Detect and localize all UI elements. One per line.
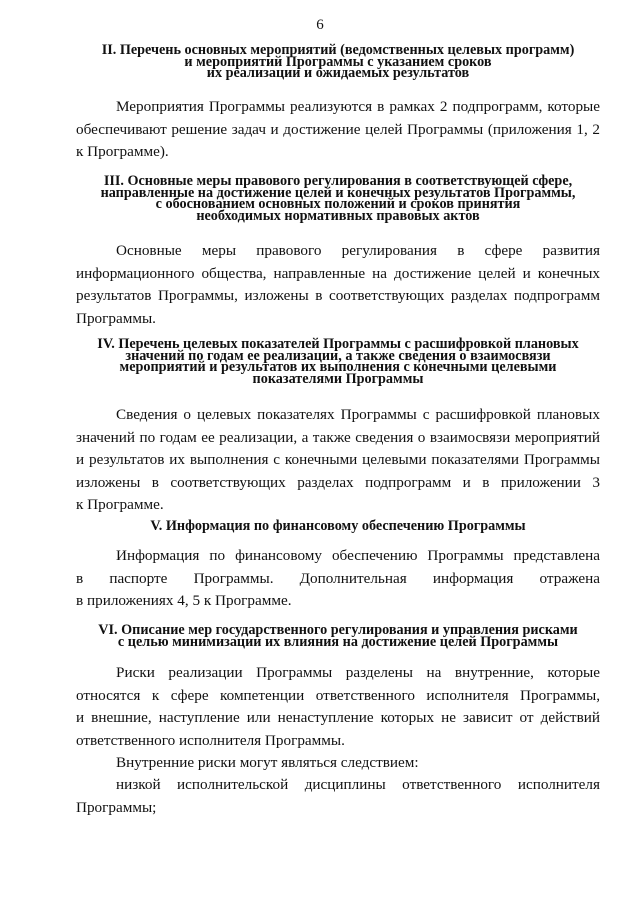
section-3-heading — [76, 173, 600, 224]
page-number: 6 — [316, 17, 324, 33]
paragraph-line: к Программе. — [76, 496, 164, 513]
heading-line: их реализации и ожидаемых результатов — [206, 65, 470, 81]
heading-line: с обоснованием основных положений и сроков принятия — [155, 196, 521, 212]
paragraph-line: в паспорте Программы. Дополнительная информация отражена — [76, 569, 600, 587]
paragraph-line: Информация по финансовому обеспечению Программы представлена — [116, 547, 600, 564]
paragraph-line: Программы. — [76, 309, 156, 327]
heading-line: мероприятий и результатов их выполнения с конечными целевыми — [119, 359, 557, 375]
heading-line: показателями Программы — [252, 370, 424, 387]
heading-line: III. Основные меры правового регулирования в соответствующей сфере, — [103, 173, 573, 189]
section-4-paragraph — [76, 404, 600, 517]
heading-line: VI. Описание мер государственного регулирования и управления рисками — [98, 622, 578, 638]
section-2-paragraph — [76, 96, 600, 164]
heading-line: направленные на достижение целей и конечных результатов Программы, — [100, 184, 576, 201]
heading-line: V. Информация по финансовому обеспечению Программы — [150, 518, 526, 534]
paragraph-line: Внутренние риски могут являться следствием: — [116, 754, 419, 771]
heading-line: IV. Перечень целевых показателей Программы с расшифровкой плановых — [97, 336, 579, 352]
heading-line: и мероприятий Программы с указанием сроков — [184, 53, 492, 70]
section-6-heading — [76, 622, 600, 650]
paragraph-line: относятся к сфере компетенции ответственного исполнителя Программы, — [76, 686, 600, 704]
paragraph-line: низкой исполнительской дисциплины ответственного исполнителя — [116, 776, 600, 793]
heading-line: значений по годам ее реализации, а также сведения о взаимосвязи — [125, 347, 551, 364]
section-5-paragraph — [76, 545, 600, 613]
heading-line: необходимых нормативных правовых актов — [196, 207, 480, 224]
paragraph-line: Сведения о целевых показателях Программы с расшифровкой плановых — [116, 406, 600, 423]
paragraph-line: результатов Программы, изложены в соответствующих разделах подпрограмм — [76, 287, 600, 304]
paragraph-line: изложены в соответствующих разделах подпрограмм и в приложении 3 — [76, 473, 600, 491]
section-6-paragraph-2 — [76, 752, 600, 775]
paragraph-line: Мероприятия Программы реализуются в рамках 2 подпрограмм, которые — [116, 98, 600, 115]
section-2-heading — [76, 42, 600, 81]
paragraph-line: ответственного исполнителя Программы. — [76, 731, 345, 749]
paragraph-line: значений по годам ее реализации, а также сведения о взаимосвязи мероприятий — [76, 428, 600, 446]
heading-line: II. Перечень основных мероприятий (ведомственных целевых программ) — [101, 42, 575, 58]
paragraph-line: и внешние, наступление или ненаступление которых не зависит от действий — [76, 709, 600, 726]
section-3-paragraph — [76, 240, 600, 330]
paragraph-line: Программы; — [76, 798, 157, 816]
paragraph-line: к Программе). — [76, 143, 169, 160]
section-6-paragraph-3 — [76, 774, 600, 819]
paragraph-line: и результатов их выполнения с конечными целевыми показателями Программы — [76, 451, 600, 468]
paragraph-line: Основные меры правового регулирования в сфере развития — [116, 242, 600, 259]
paragraph-line: информационного общества, направленные на достижение целей и конечных — [76, 264, 600, 282]
paragraph-line: в приложениях 4, 5 к Программе. — [76, 592, 292, 609]
section-5-heading — [76, 518, 600, 534]
section-6-paragraph — [76, 662, 600, 752]
paragraph-line: обеспечивают решение задач и достижение целей Программы (приложения 1, 2 — [76, 120, 600, 138]
heading-line: с целью минимизации их влияния на достижение целей Программы — [117, 633, 559, 650]
paragraph-line: Риски реализации Программы разделены на внутренние, которые — [116, 664, 600, 681]
section-4-heading — [76, 336, 600, 387]
